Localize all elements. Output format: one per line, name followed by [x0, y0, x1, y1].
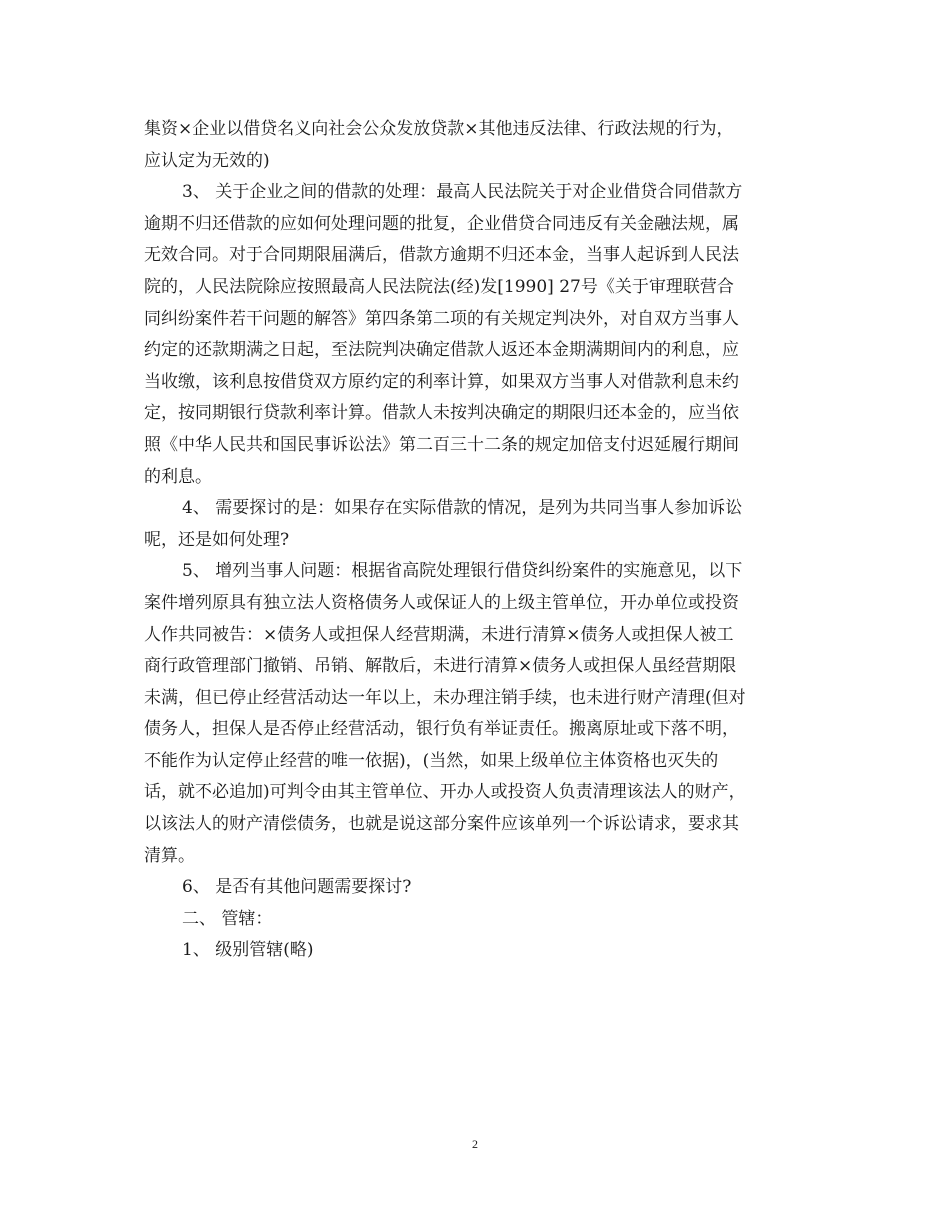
- text-line: 清算。: [144, 845, 195, 866]
- text-line: 逾期不归还借款的应如何处理问题的批复，企业借贷合同违反有关金融法规，属: [144, 213, 739, 234]
- paragraph-3-start: 3、 关于企业之间的借款的处理：最高人民法院关于对企业借贷合同借款方: [182, 182, 743, 203]
- paragraph-6-start: 6、 是否有其他问题需要探讨?: [182, 877, 412, 898]
- page-number: 2: [472, 1137, 478, 1151]
- document-body: [144, 114, 809, 967]
- text-line: 案件增列原具有独立法人资格债务人或保证人的上级主管单位，开办单位或投资: [144, 592, 739, 613]
- text-line: 未满，但已停止经营活动达一年以上，未办理注销手续，也未进行财产清理(但对: [144, 687, 746, 708]
- text-line: 人作共同被告：×债务人或担保人经营期满，未进行清算×债务人或担保人被工: [144, 624, 734, 645]
- text-line: 约定的还款期满之日起，至法院判决确定借款人返还本金期满期间内的利息，应: [144, 340, 739, 361]
- paragraph-4-start: 4、 需要探讨的是：如果存在实际借款的情况，是列为共同当事人参加诉讼: [182, 498, 743, 519]
- text-line: 定，按同期银行贷款利率计算。借款人未按判决确定的期限归还本金的，应当依: [144, 403, 739, 424]
- text-line: 同纠纷案件若干问题的解答》第四条第二项的有关规定判决外，对自双方当事人: [144, 308, 739, 329]
- text-line: 以该法人的财产清偿债务，也就是说这部分案件应该单列一个诉讼请求，要求其: [144, 814, 739, 835]
- text-line: 应认定为无效的): [144, 150, 270, 171]
- text-line: 照《中华人民共和国民事诉讼法》第二百三十二条的规定加倍支付迟延履行期间: [144, 434, 739, 455]
- text-line: 院的，人民法院除应按照最高人民法院法(经)发[1990] 27号《关于审理联营合: [144, 276, 734, 297]
- text-line: 当收缴，该利息按借贷双方原约定的利率计算，如果双方当事人对借款利息未约: [144, 371, 739, 392]
- text-line: 呢，还是如何处理?: [144, 529, 290, 550]
- section-heading-jurisdiction: 二、 管辖：: [182, 908, 273, 929]
- text-line: 无效合同。对于合同期限届满后，借款方逾期不归还本金，当事人起诉到人民法: [144, 245, 739, 266]
- text-line: 话，就不必追加)可判令由其主管单位、开办人或投资人负责清理该法人的财产，: [144, 782, 746, 803]
- paragraph-5-start: 5、 增列当事人问题：根据省高院处理银行借贷纠纷案件的实施意见，以下: [182, 561, 743, 582]
- text-line: 集资×企业以借贷名义向社会公众发放贷款×其他违反法律、行政法规的行为，: [144, 119, 734, 139]
- text-line: 不能作为认定停止经营的唯一依据)，(当然，如果上级单位主体资格也灭失的: [144, 750, 719, 771]
- subsection-level-jurisdiction: 1、 级别管辖(略): [182, 940, 314, 961]
- text-line: 债务人，担保人是否停止经营活动，银行负有举证责任。搬离原址或下落不明，: [144, 719, 739, 740]
- text-line: 商行政管理部门撤销、吊销、解散后，未进行清算×债务人或担保人虽经营期限: [144, 656, 737, 677]
- text-line: 的利息。: [144, 466, 212, 487]
